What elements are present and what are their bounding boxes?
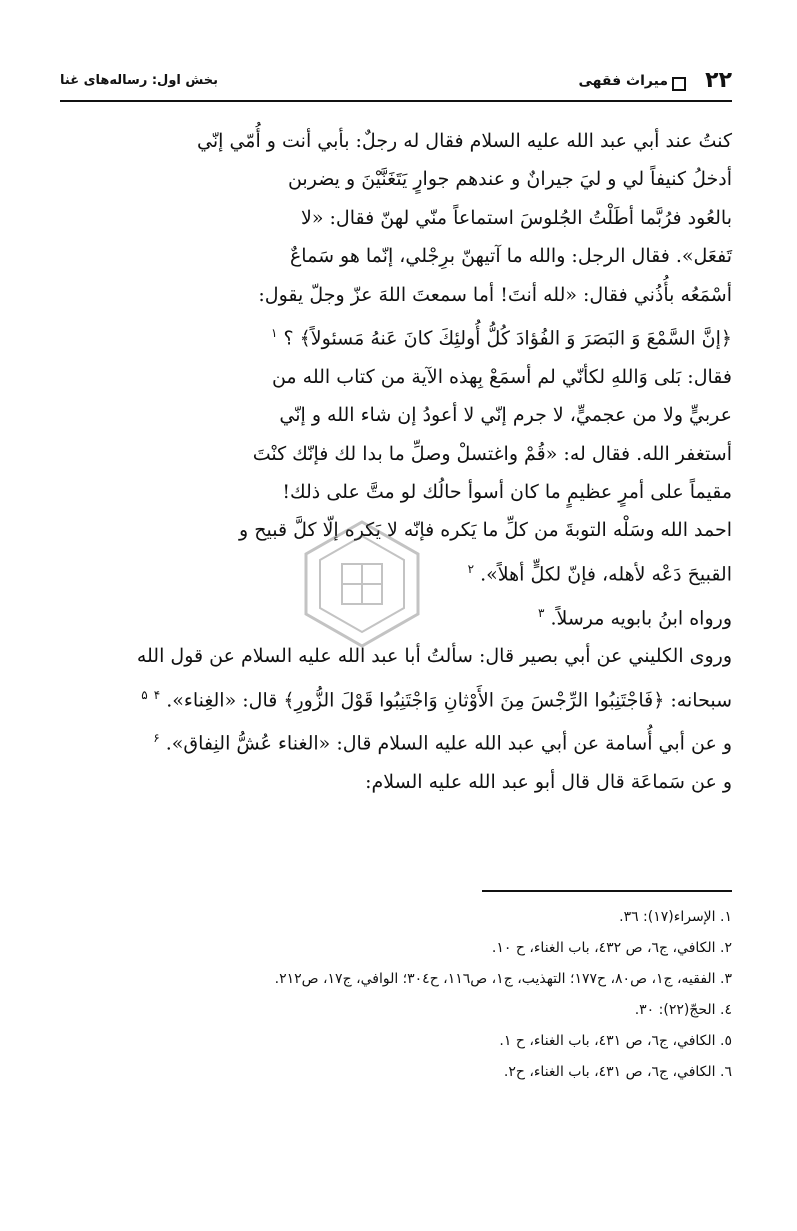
text-line: مقيماً على أمرٍ عظيمٍ ما كان أسوأ حالُك لو متَّ على ذلك! [282, 480, 732, 503]
main-text [60, 122, 732, 802]
text-line: أسْمَعُه بأُذُني فقال: «لله أنتَ! أما سمعتَ اللهَ عزّ وجلّ يقول: [258, 283, 732, 306]
footnote-ref: ۳ [537, 605, 545, 620]
footnotes [60, 902, 732, 1088]
text-line: كنتُ عند أبي عبد الله عليه السلام فقال له رجلٌ: بأبي أنت و أُمّي إنّي [197, 130, 732, 152]
footnote-ref: ۴ [153, 687, 161, 702]
text-line: عربيٍّ ولا من عجميٍّ، لا جرم إنّي لا أعودُ إن شاء الله و إنّي [279, 404, 732, 427]
text-line: بالعُود فرُبَّما أطَلْتُ الجُلوسَ استماعاً منّي لهنّ فقال: «لا [301, 206, 732, 229]
library-seal-watermark-icon [296, 518, 428, 650]
text-line: و عن أبي أُسامة عن أبي عبد الله عليه السلام قال: «الغناء عُشُّ النِفاق». $^۶$ [153, 731, 732, 755]
book-title: میراث فقهی [578, 73, 668, 89]
footnote-ref: ۱ [271, 326, 278, 341]
quran-verse: ﴿إنَّ السَّمْعَ وَ البَصَرَ وَ الفُؤادَ كُلُّ أُولئِكَ كانَ عَنهُ مَسئولاً﴾ ؟ [283, 327, 732, 350]
text-line: سبحانه: ﴿فَاجْتَنِبُوا الرِّجْسَ مِنَ الأَوْثانِ وَاجْتَنِبُوا قَوْلَ الزُّورِ﴾ قال: «الغِناء». $^۴$ $^۵$ [141, 687, 732, 711]
footnote-item: ٦. الكافي، ج٦، ص ٤٣١، باب الغناء، ح٢. [503, 1064, 732, 1080]
text-line: ورواه ابنُ بابويه مرسلاً. $^۳$ [537, 605, 732, 629]
text-line: وروى الكليني عن أبي بصير قال: سألتُ أبا عبد الله عليه السلام عن قول الله [136, 645, 732, 668]
text-line: أستغفر الله. فقال له: «قُمْ واغتسلْ وصلِّ ما بدا لك فإنّك كنْتَ [252, 442, 732, 465]
text-line: تَفعَل». فقال الرجل: والله ما آتيهنّ برِجْلي، إنّما هو سَماعٌ [289, 245, 732, 268]
footnote-item: ٥. الكافي، ج٦، ص ٤٣١، باب الغناء، ح ١. [499, 1033, 732, 1049]
page-number: ۲۲ [705, 68, 732, 93]
header-rule [60, 100, 732, 102]
footnote-ref: ۵ [141, 687, 148, 702]
header-square-icon [672, 77, 686, 91]
section-title: بخش اول: رساله‌های غنا [60, 73, 219, 88]
text-line [60, 314, 732, 358]
footnote-item: ١. الإسراء(١٧): ٣٦. [619, 909, 732, 925]
footnote-item: ٢. الكافي، ج٦، ص ٤٣٢، باب الغناء، ح ١٠. [491, 940, 732, 956]
running-header [60, 64, 732, 104]
text-line: احمد الله وسَلْه التوبةَ من كلِّ ما يَكره فإنّه لا يَكره إلّا كلَّ قبيح و [239, 519, 732, 542]
footnote-item: ٣. الفقيه، ج١، ص٨٠، ح١٧٧؛ التهذيب، ج١، ص١١٦، ح٣٠٤؛ الوافي، ج١٧، ص٢١٢. [274, 971, 732, 987]
footnote-rule [482, 890, 732, 892]
text-line: و عن سَماعَة قال قال أبو عبد الله عليه السلام: [365, 771, 732, 794]
footnote-ref: ۶ [153, 731, 160, 746]
text-line: أدخلُ كنيفاً لي و ليَ جيرانٌ و عندهم جوارٍ يَتَغَنَّيْنَ و يضربن [287, 168, 732, 191]
text-line: فقال: بَلى وَاللهِ لكأنّي لم أسمَعْ بِهذه الآية من كتاب الله من [271, 365, 732, 388]
text-line: القبيحَ دَعْه لأهله، فإنّ لكلٍّ أهلاً». $^۲$ [467, 561, 732, 586]
footnote-ref: ۲ [467, 561, 475, 576]
footnote-item: ٤. الحجّ(٢٢): ٣٠. [634, 1002, 732, 1018]
